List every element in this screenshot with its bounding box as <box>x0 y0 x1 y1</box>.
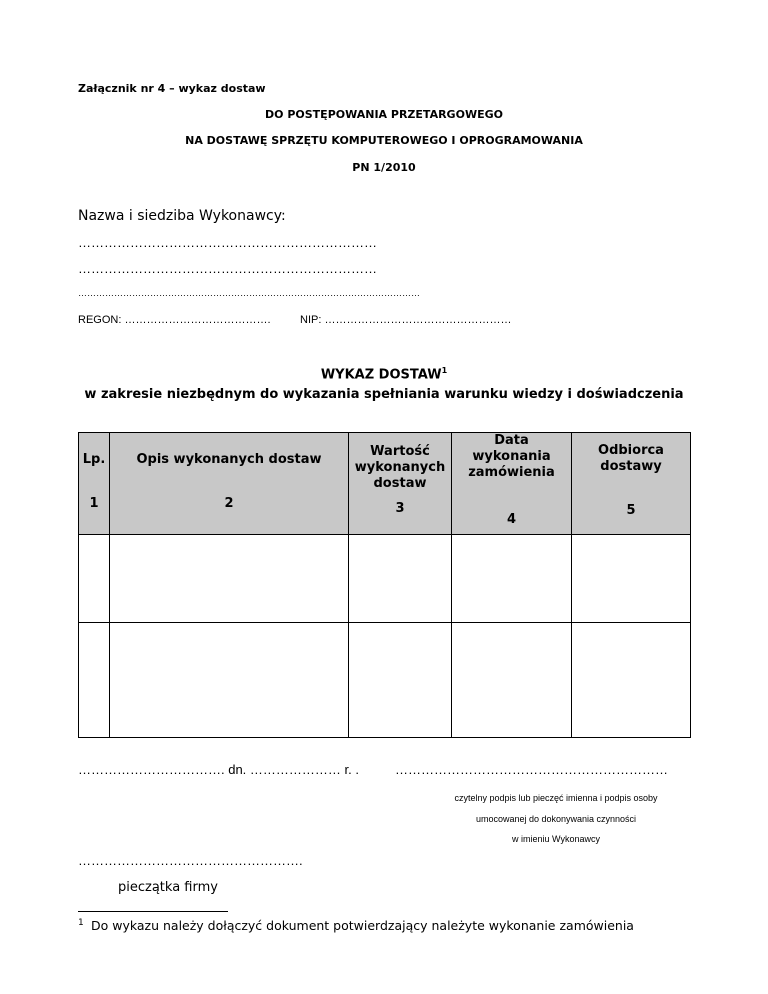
contractor-line-2: …………………………………………………………… <box>78 261 377 276</box>
table-cell <box>349 535 452 623</box>
footnote-marker: 1 <box>78 918 84 928</box>
signature-caption-1: czytelny podpis lub pieczęć imienna i podpis osoby <box>454 793 658 803</box>
annex-label: Załącznik nr 4 – wykaz dostaw <box>78 82 266 95</box>
table-header-row <box>79 433 691 535</box>
table-cell <box>349 623 452 738</box>
signature-line: ……………………………………………………… <box>395 762 668 777</box>
regon-field: REGON: …………………………………. <box>78 314 271 326</box>
list-title: WYKAZ DOSTAW$^1$ <box>320 366 448 383</box>
stamp-label: pieczątka firmy <box>118 880 218 895</box>
table-row <box>79 535 691 623</box>
table-row <box>79 623 691 738</box>
table-cell <box>79 623 110 738</box>
footnote-divider <box>78 911 228 912</box>
signature-caption-2: umocowanej do dokonywania czynności <box>475 814 637 824</box>
stamp-line: ……………………………………………. <box>78 853 303 868</box>
table-cell <box>572 535 691 623</box>
title-line-1: DO POSTĘPOWANIA PRZETARGOWEGO <box>265 108 503 121</box>
header-description: Opis wykonanych dostaw 2 <box>110 433 349 535</box>
table-cell <box>452 535 572 623</box>
table-cell <box>572 623 691 738</box>
table-cell <box>110 535 349 623</box>
list-subtitle: w zakresie niezbędnym do wykazania spełniania warunku wiedzy i doświadczenia <box>84 387 684 402</box>
header-value: Wartość wykonanych dostaw 3 <box>349 433 452 535</box>
footnote-text: Do wykazu należy dołączyć dokument potwierdzający należyte wykonanie zamówienia <box>91 918 634 933</box>
signature-caption-3: w imieniu Wykonawcy <box>512 834 600 844</box>
header-date: Data wykonania zamówienia 4 <box>452 433 572 535</box>
date-line: ……………………………. dn. ………………… r. . <box>78 762 359 777</box>
header-lp: Lp. 1 <box>79 433 110 535</box>
title-line-2: NA DOSTAWĘ SPRZĘTU KOMPUTEROWEGO I OPROGRAMOWANIA <box>185 134 583 147</box>
deliveries-table <box>78 432 691 738</box>
contractor-line-1: …………………………………………………………… <box>78 235 377 250</box>
footnote-ref: 1 <box>441 366 448 375</box>
header-recipient: Odbiorca dostawy 5 <box>572 433 691 535</box>
table-cell <box>79 535 110 623</box>
table-cell <box>110 623 349 738</box>
contractor-line-3: …………………………………………………………………………………………………… <box>78 288 420 298</box>
contractor-label: Nazwa i siedziba Wykonawcy: <box>78 208 286 224</box>
title-line-3: PN 1/2010 <box>352 161 416 174</box>
nip-field: NIP: …………………………………………… <box>300 314 512 326</box>
table-cell <box>452 623 572 738</box>
